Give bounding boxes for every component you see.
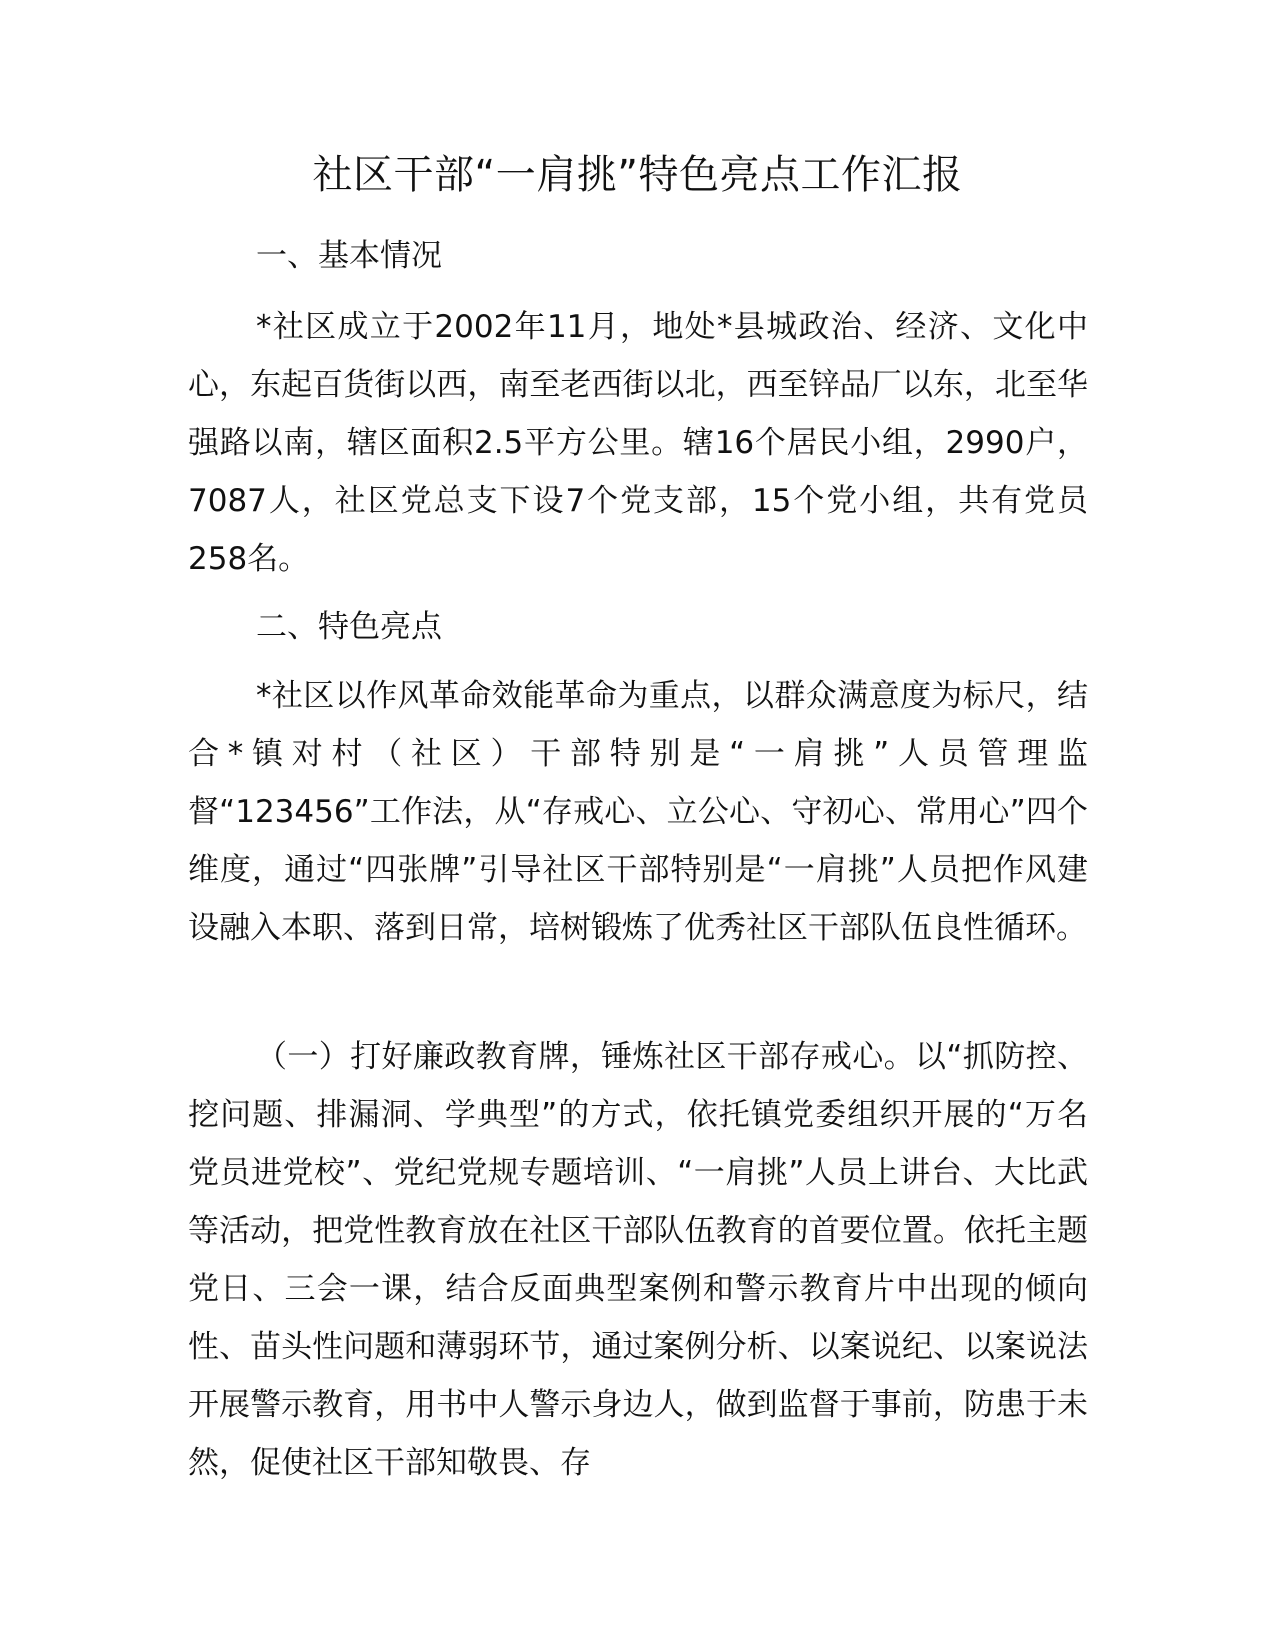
document-title: 社区干部“一肩挑”特色亮点工作汇报 — [312, 152, 963, 198]
section-heading-highlights: 二、特色亮点 — [256, 609, 442, 645]
paragraph-community-overview: *社区成立于2002年11月，地处*县城政治、经济、文化中心，东起百货街以西，南至老西街以北，西至锌品厂以东，北至华强路以南，辖区面积2.5平方公里。辖16个居民小组，2990户，7087人，社区党总支下设7个党支部，15个党小组，共有党员258名。 — [188, 309, 1088, 577]
paragraph-integrity-education: （一）打好廉政教育牌，锤炼社区干部存戒心。以“抓防控、挖问题、排漏洞、学典型”的方式，依托镇党委组织开展的“万名党员进党校”、党纪党规专题培训、“一肩挑”人员上讲台、大比武等活动，把党性教育放在社区干部队伍教育的首要位置。依托主题党日、三会一课，结合反面典型案例和警示教育片中出现的倾向性、苗头性问题和薄弱环节，通过案例分析、以案说纪、以案说法开展警示教育，用书中人警示身边人，做到监督于事前，防患于未然，促使社区干部知敬畏、存 — [188, 1039, 1088, 1481]
paragraph-highlights-intro: *社区以作风革命效能革命为重点，以群众满意度为标尺，结合*镇对村（社区）干部特别是“一肩挑”人员管理监督“123456”工作法，从“存戒心、立公心、守初心、常用心”四个维度，通过“四张牌”引导社区干部特别是“一肩挑”人员把作风建设融入本职、落到日常，培树锻炼了优秀社区干部队伍良性循环。 — [188, 678, 1088, 946]
section-heading-basic-situation: 一、基本情况 — [256, 238, 442, 274]
